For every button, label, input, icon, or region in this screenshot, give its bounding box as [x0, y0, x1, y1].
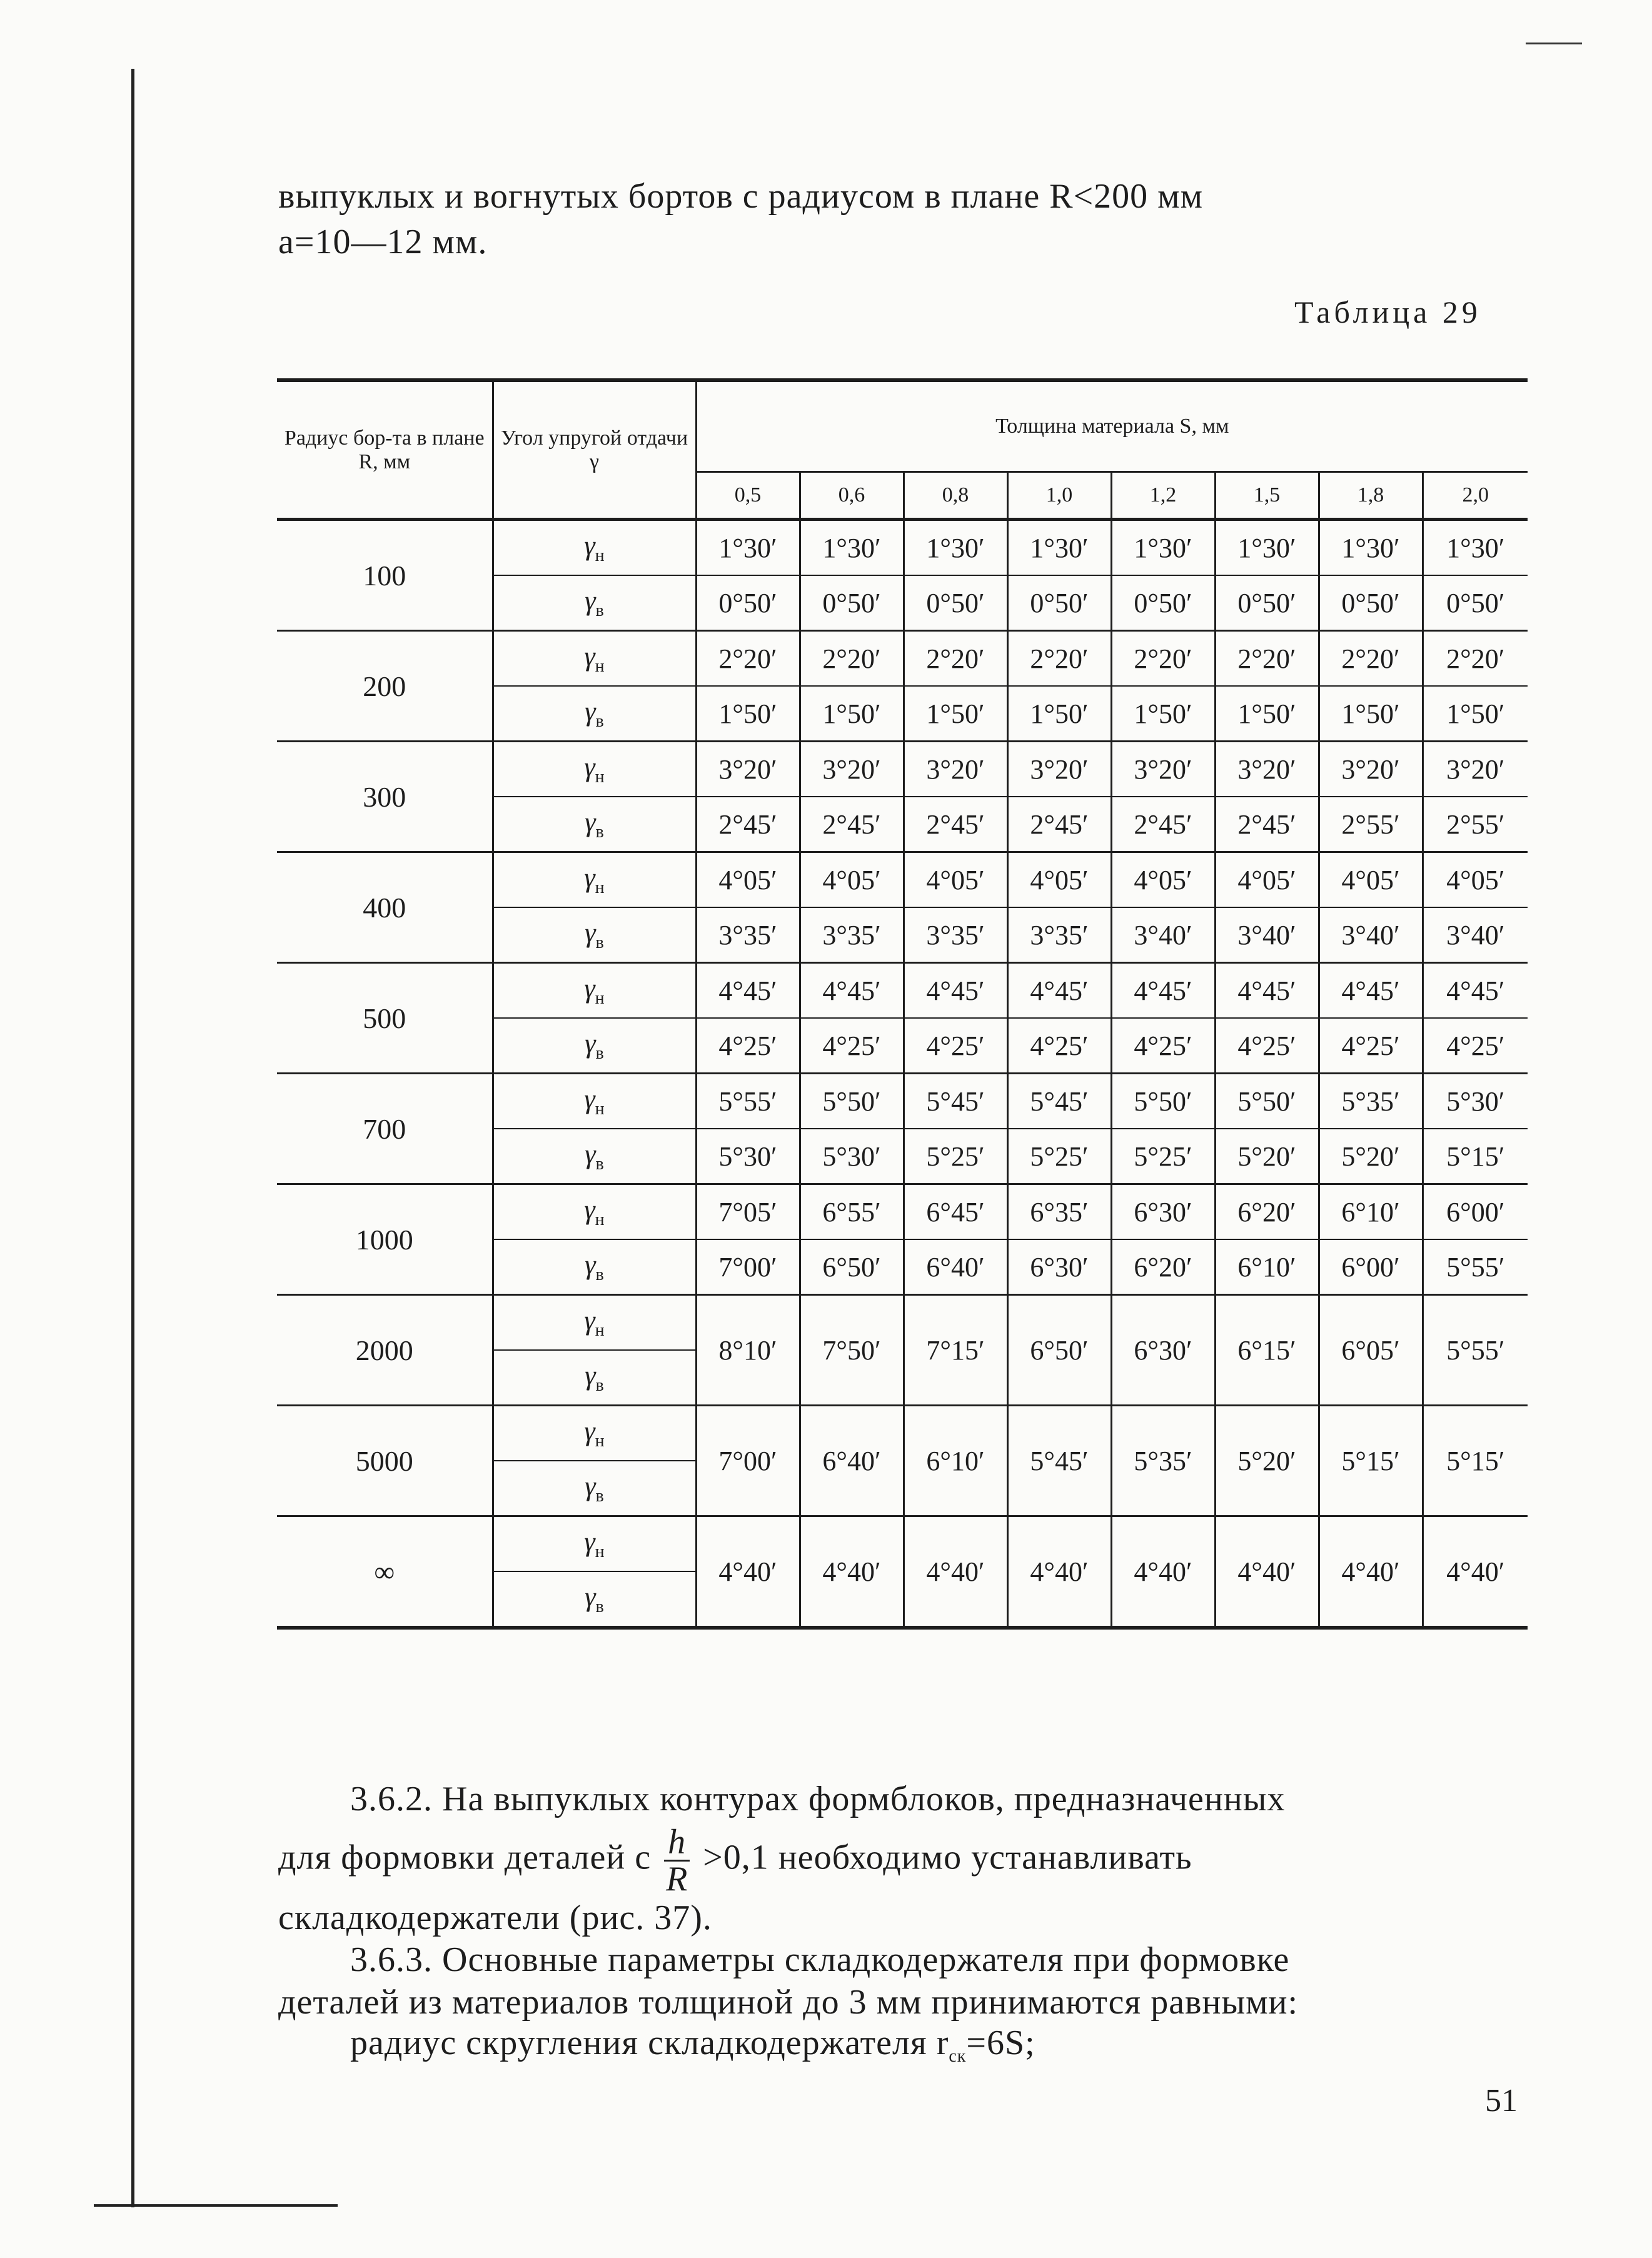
- gamma-n-label: [493, 963, 696, 1019]
- gamma-symbol: γ: [584, 1305, 595, 1336]
- paragraph-3-6-3-line-2: деталей из материалов толщиной до 3 мм принимаются равными:: [278, 1983, 1299, 2022]
- angle-cell-v: 0°50′: [1215, 575, 1319, 631]
- gamma-v-label: [493, 1239, 696, 1295]
- angle-cell-n: 5°50′: [1215, 1074, 1319, 1129]
- angle-cell: 6°40′: [800, 1406, 904, 1516]
- angle-cell: 6°30′: [1111, 1295, 1215, 1406]
- gamma-subscript: в: [595, 711, 604, 731]
- table-row: [277, 1074, 1528, 1129]
- angle-cell-n: 4°45′: [1319, 963, 1423, 1019]
- thickness-col-header: 1,2: [1111, 472, 1215, 520]
- angle-cell-n: 1°30′: [1215, 520, 1319, 576]
- angle-cell: 5°15′: [1319, 1406, 1423, 1516]
- gamma-subscript: н: [595, 877, 605, 897]
- para-2-subscript: ск: [949, 2047, 967, 2067]
- angle-cell: 4°40′: [696, 1516, 800, 1628]
- angle-cell: 7°50′: [800, 1295, 904, 1406]
- table-row: [277, 631, 1528, 687]
- angle-cell-n: 1°30′: [1111, 520, 1215, 576]
- angle-cell: 5°15′: [1423, 1406, 1528, 1516]
- gamma-n-label: [493, 631, 696, 687]
- angle-cell-v: 3°35′: [1007, 907, 1111, 963]
- angle-cell-n: 3°20′: [1423, 742, 1528, 797]
- table-row: [277, 742, 1528, 797]
- radius-cell: 100: [277, 520, 493, 631]
- angle-cell: 4°40′: [1423, 1516, 1528, 1628]
- gamma-symbol: γ: [584, 1416, 595, 1447]
- angle-cell-v: 5°25′: [904, 1129, 1007, 1184]
- gamma-n-label: [493, 1406, 696, 1461]
- gamma-subscript: в: [595, 600, 604, 620]
- angle-cell: 6°10′: [904, 1406, 1007, 1516]
- thickness-col-header: 1,0: [1007, 472, 1111, 520]
- angle-cell: 4°40′: [800, 1516, 904, 1628]
- angle-cell: 6°05′: [1319, 1295, 1423, 1406]
- angle-cell-n: 6°00′: [1423, 1184, 1528, 1240]
- angle-cell-n: 5°45′: [904, 1074, 1007, 1129]
- angle-cell-n: 5°55′: [696, 1074, 800, 1129]
- angle-cell-n: 6°20′: [1215, 1184, 1319, 1240]
- gamma-v-label: [493, 575, 696, 631]
- gamma-v-label: [493, 1018, 696, 1074]
- paragraph-3-6-2-line-3: складкодержатели (рис. 37).: [278, 1898, 712, 1937]
- angle-cell-v: 3°40′: [1111, 907, 1215, 963]
- gamma-n-label: [493, 852, 696, 908]
- header-angle: Угол упругой отдачи γ: [493, 380, 696, 520]
- thickness-col-header: 2,0: [1423, 472, 1528, 520]
- angle-cell-n: 3°20′: [1111, 742, 1215, 797]
- para-2-text-end: =6S;: [966, 2024, 1035, 2062]
- angle-cell-n: 6°35′: [1007, 1184, 1111, 1240]
- angle-cell-n: 1°30′: [1319, 520, 1423, 576]
- angle-cell-n: 4°45′: [1215, 963, 1319, 1019]
- para-2-text: радиус скругления складкодержателя r: [350, 2024, 949, 2062]
- gamma-subscript: н: [595, 1099, 605, 1119]
- table-row: [277, 1295, 1528, 1351]
- paragraph-3-6-3-line-3: [350, 2023, 1035, 2067]
- gamma-subscript: в: [595, 1486, 604, 1506]
- angle-cell-v: 1°50′: [696, 686, 800, 742]
- gamma-n-label: [493, 742, 696, 797]
- angle-cell-v: 6°50′: [800, 1239, 904, 1295]
- angle-cell-v: 4°25′: [1423, 1018, 1528, 1074]
- gamma-subscript: в: [595, 822, 604, 842]
- angle-cell-n: 2°20′: [1215, 631, 1319, 687]
- angle-cell-n: 5°50′: [800, 1074, 904, 1129]
- angle-cell-v: 3°35′: [800, 907, 904, 963]
- angle-cell-v: 1°50′: [1007, 686, 1111, 742]
- angle-cell-v: 1°50′: [1319, 686, 1423, 742]
- angle-cell-n: 4°45′: [1007, 963, 1111, 1019]
- angle-cell-n: 1°30′: [904, 520, 1007, 576]
- fraction-denominator: R: [666, 1860, 688, 1898]
- gamma-symbol: γ: [585, 1249, 596, 1281]
- angle-cell-v: 5°20′: [1319, 1129, 1423, 1184]
- gamma-v-label: [493, 1350, 696, 1406]
- angle-cell-n: 2°20′: [696, 631, 800, 687]
- angle-cell-n: 4°45′: [696, 963, 800, 1019]
- angle-cell-v: 1°50′: [1215, 686, 1319, 742]
- gamma-symbol: γ: [584, 1194, 595, 1226]
- angle-cell-n: 2°20′: [1423, 631, 1528, 687]
- angle-cell-v: 1°50′: [1423, 686, 1528, 742]
- angle-cell-v: 5°25′: [1007, 1129, 1111, 1184]
- gamma-subscript: в: [595, 1596, 604, 1616]
- gamma-subscript: н: [595, 1209, 605, 1229]
- angle-cell-v: 4°25′: [1111, 1018, 1215, 1074]
- radius-cell: 500: [277, 963, 493, 1074]
- bottom-margin-rule: [94, 2204, 338, 2207]
- paragraph-3-6-2-line-2: [278, 1825, 1192, 1897]
- gamma-subscript: н: [595, 1541, 605, 1561]
- angle-cell-v: 4°25′: [1319, 1018, 1423, 1074]
- angle-cell-v: 4°25′: [800, 1018, 904, 1074]
- angle-cell-n: 1°30′: [800, 520, 904, 576]
- angle-cell-n: 6°10′: [1319, 1184, 1423, 1240]
- h-over-r-fraction: [664, 1825, 690, 1897]
- gamma-v-label: [493, 686, 696, 742]
- angle-cell-v: 0°50′: [1111, 575, 1215, 631]
- gamma-v-label: [493, 1571, 696, 1628]
- radius-cell: ∞: [277, 1516, 493, 1628]
- angle-cell: 4°40′: [904, 1516, 1007, 1628]
- angle-cell-v: 0°50′: [1319, 575, 1423, 631]
- angle-cell-v: 1°50′: [904, 686, 1007, 742]
- gamma-symbol: γ: [585, 917, 596, 949]
- gamma-symbol: γ: [584, 862, 595, 894]
- angle-cell-v: 6°00′: [1319, 1239, 1423, 1295]
- gamma-v-label: [493, 1129, 696, 1184]
- angle-cell: 4°40′: [1111, 1516, 1215, 1628]
- angle-cell-v: 2°45′: [904, 797, 1007, 852]
- thickness-col-header: 0,8: [904, 472, 1007, 520]
- table-row: [277, 1184, 1528, 1240]
- angle-cell-v: 2°55′: [1423, 797, 1528, 852]
- gamma-subscript: н: [595, 988, 605, 1008]
- intro-line-2: a=10—12 мм.: [278, 223, 488, 261]
- angle-cell-v: 6°20′: [1111, 1239, 1215, 1295]
- gamma-subscript: в: [595, 1375, 604, 1395]
- table-caption: Таблица 29: [1294, 295, 1481, 330]
- gamma-subscript: н: [595, 545, 605, 565]
- angle-cell-n: 5°35′: [1319, 1074, 1423, 1129]
- angle-cell-v: 0°50′: [1423, 575, 1528, 631]
- angle-cell-n: 4°05′: [904, 852, 1007, 908]
- angle-cell-n: 4°05′: [1111, 852, 1215, 908]
- angle-cell-n: 4°05′: [696, 852, 800, 908]
- angle-cell-n: 4°45′: [904, 963, 1007, 1019]
- table-row: [277, 1406, 1528, 1461]
- angle-cell-n: 4°45′: [1111, 963, 1215, 1019]
- angle-cell: 5°55′: [1423, 1295, 1528, 1406]
- angle-cell-n: 2°20′: [1319, 631, 1423, 687]
- radius-cell: 400: [277, 852, 493, 963]
- paragraph-3-6-2-line-1: 3.6.2. На выпуклых контурах формблоков, предназначенных: [350, 1780, 1286, 1818]
- top-dash-mark: [1526, 43, 1582, 44]
- angle-cell-v: 6°10′: [1215, 1239, 1319, 1295]
- angle-cell-n: 5°30′: [1423, 1074, 1528, 1129]
- angle-cell-n: 6°45′: [904, 1184, 1007, 1240]
- angle-cell: 8°10′: [696, 1295, 800, 1406]
- angle-cell-v: 0°50′: [904, 575, 1007, 631]
- header-radius: Радиус бор-та в плане R, мм: [277, 380, 493, 520]
- gamma-symbol: γ: [585, 696, 596, 727]
- angle-cell: 4°40′: [1319, 1516, 1423, 1628]
- angle-cell-n: 1°30′: [696, 520, 800, 576]
- angle-cell-v: 4°25′: [904, 1018, 1007, 1074]
- angle-cell: 6°15′: [1215, 1295, 1319, 1406]
- angle-cell-v: 5°30′: [800, 1129, 904, 1184]
- angle-cell-n: 6°55′: [800, 1184, 904, 1240]
- angle-cell-v: 2°45′: [696, 797, 800, 852]
- angle-cell-v: 3°40′: [1423, 907, 1528, 963]
- angle-cell-v: 2°55′: [1319, 797, 1423, 852]
- angle-cell-v: 1°50′: [1111, 686, 1215, 742]
- gamma-subscript: в: [595, 932, 604, 952]
- angle-cell-v: 1°50′: [800, 686, 904, 742]
- angle-cell-n: 4°05′: [1423, 852, 1528, 908]
- angle-cell-v: 3°40′: [1319, 907, 1423, 963]
- gamma-n-label: [493, 1074, 696, 1129]
- angle-cell-v: 5°55′: [1423, 1239, 1528, 1295]
- angle-cell: 5°20′: [1215, 1406, 1319, 1516]
- radius-cell: 300: [277, 742, 493, 852]
- angle-cell-n: 2°20′: [800, 631, 904, 687]
- table-row: [277, 520, 1528, 576]
- angle-cell-v: 6°40′: [904, 1239, 1007, 1295]
- angle-cell-v: 0°50′: [800, 575, 904, 631]
- thickness-col-header: 1,5: [1215, 472, 1319, 520]
- angle-cell-n: 4°05′: [1007, 852, 1111, 908]
- gamma-symbol: γ: [584, 752, 595, 783]
- angle-cell-v: 3°40′: [1215, 907, 1319, 963]
- angle-cell-v: 2°45′: [800, 797, 904, 852]
- gamma-subscript: н: [595, 656, 605, 676]
- gamma-subscript: в: [595, 1264, 604, 1284]
- gamma-symbol: γ: [585, 585, 596, 617]
- angle-cell-n: 4°45′: [1423, 963, 1528, 1019]
- angle-cell-v: 2°45′: [1007, 797, 1111, 852]
- table-row: [277, 963, 1528, 1019]
- angle-cell-n: 2°20′: [1111, 631, 1215, 687]
- angle-cell: 7°15′: [904, 1295, 1007, 1406]
- angle-cell-v: 7°00′: [696, 1239, 800, 1295]
- table-row: [277, 852, 1528, 908]
- angle-cell-n: 3°20′: [1215, 742, 1319, 797]
- angle-cell: 4°40′: [1215, 1516, 1319, 1628]
- gamma-n-label: [493, 520, 696, 576]
- gamma-symbol: γ: [584, 1526, 595, 1558]
- thickness-col-header: 1,8: [1319, 472, 1423, 520]
- paragraph-3-6-3-line-1: 3.6.3. Основные параметры складкодержателя при формовке: [350, 1940, 1290, 1979]
- gamma-symbol: γ: [585, 1581, 596, 1613]
- springback-table: [277, 378, 1528, 1630]
- radius-cell: 5000: [277, 1406, 493, 1516]
- thickness-col-header: 0,6: [800, 472, 904, 520]
- angle-cell-v: 0°50′: [696, 575, 800, 631]
- angle-cell-n: 3°20′: [1319, 742, 1423, 797]
- angle-cell-n: 1°30′: [1007, 520, 1111, 576]
- angle-cell-v: 5°30′: [696, 1129, 800, 1184]
- angle-cell: 6°50′: [1007, 1295, 1111, 1406]
- angle-cell-v: 4°25′: [1215, 1018, 1319, 1074]
- gamma-subscript: н: [595, 767, 605, 787]
- para-1-text-end: >0,1 необходимо устанавливать: [703, 1838, 1192, 1877]
- angle-cell-n: 4°05′: [1319, 852, 1423, 908]
- angle-cell-v: 3°35′: [696, 907, 800, 963]
- header-thickness: Толщина материала S, мм: [696, 380, 1528, 472]
- page-number: 51: [1485, 2083, 1518, 2119]
- gamma-n-label: [493, 1295, 696, 1351]
- angle-cell-n: 5°50′: [1111, 1074, 1215, 1129]
- angle-cell-v: 5°20′: [1215, 1129, 1319, 1184]
- angle-cell-n: 3°20′: [1007, 742, 1111, 797]
- gamma-v-label: [493, 907, 696, 963]
- angle-cell-n: 3°20′: [800, 742, 904, 797]
- angle-cell-v: 5°25′: [1111, 1129, 1215, 1184]
- gamma-symbol: γ: [585, 807, 596, 838]
- radius-cell: 1000: [277, 1184, 493, 1295]
- fraction-numerator: h: [664, 1825, 690, 1862]
- gamma-n-label: [493, 1516, 696, 1572]
- gamma-symbol: γ: [585, 1360, 596, 1391]
- angle-cell-n: 3°20′: [696, 742, 800, 797]
- gamma-symbol: γ: [584, 973, 595, 1004]
- radius-cell: 200: [277, 631, 493, 742]
- para-1-text-start: для формовки деталей с: [278, 1838, 652, 1877]
- gamma-symbol: γ: [584, 530, 595, 562]
- angle-cell-n: 5°45′: [1007, 1074, 1111, 1129]
- angle-cell-n: 4°05′: [1215, 852, 1319, 908]
- angle-cell-v: 6°30′: [1007, 1239, 1111, 1295]
- angle-cell-v: 3°35′: [904, 907, 1007, 963]
- gamma-symbol: γ: [585, 1028, 596, 1059]
- gamma-subscript: в: [595, 1043, 604, 1063]
- intro-line-1: выпуклых и вогнутых бортов с радиусом в плане R<200 мм: [278, 177, 1204, 216]
- gamma-subscript: н: [595, 1431, 605, 1451]
- radius-cell: 700: [277, 1074, 493, 1184]
- angle-cell-n: 2°20′: [904, 631, 1007, 687]
- angle-cell-v: 4°25′: [1007, 1018, 1111, 1074]
- gamma-symbol: γ: [585, 1471, 596, 1502]
- gamma-v-label: [493, 1461, 696, 1516]
- angle-cell: 4°40′: [1007, 1516, 1111, 1628]
- angle-cell-v: 5°15′: [1423, 1129, 1528, 1184]
- table-row: [277, 1516, 1528, 1572]
- radius-cell: 2000: [277, 1295, 493, 1406]
- angle-cell-v: 2°45′: [1111, 797, 1215, 852]
- gamma-subscript: н: [595, 1320, 605, 1340]
- thickness-col-header: 0,5: [696, 472, 800, 520]
- gamma-symbol: γ: [584, 1084, 595, 1115]
- angle-cell-n: 4°45′: [800, 963, 904, 1019]
- gamma-n-label: [493, 1184, 696, 1240]
- gamma-v-label: [493, 797, 696, 852]
- angle-cell: 7°00′: [696, 1406, 800, 1516]
- angle-cell-v: 2°45′: [1215, 797, 1319, 852]
- angle-cell-n: 6°30′: [1111, 1184, 1215, 1240]
- gamma-subscript: в: [595, 1154, 604, 1174]
- angle-cell-n: 4°05′: [800, 852, 904, 908]
- left-margin-rule: [131, 69, 134, 2207]
- angle-cell: 5°45′: [1007, 1406, 1111, 1516]
- angle-cell-n: 7°05′: [696, 1184, 800, 1240]
- angle-cell-v: 4°25′: [696, 1018, 800, 1074]
- angle-cell-n: 1°30′: [1423, 520, 1528, 576]
- angle-cell-n: 3°20′: [904, 742, 1007, 797]
- gamma-symbol: γ: [584, 641, 595, 672]
- angle-cell-n: 2°20′: [1007, 631, 1111, 687]
- gamma-symbol: γ: [585, 1139, 596, 1170]
- angle-cell: 5°35′: [1111, 1406, 1215, 1516]
- angle-cell-v: 0°50′: [1007, 575, 1111, 631]
